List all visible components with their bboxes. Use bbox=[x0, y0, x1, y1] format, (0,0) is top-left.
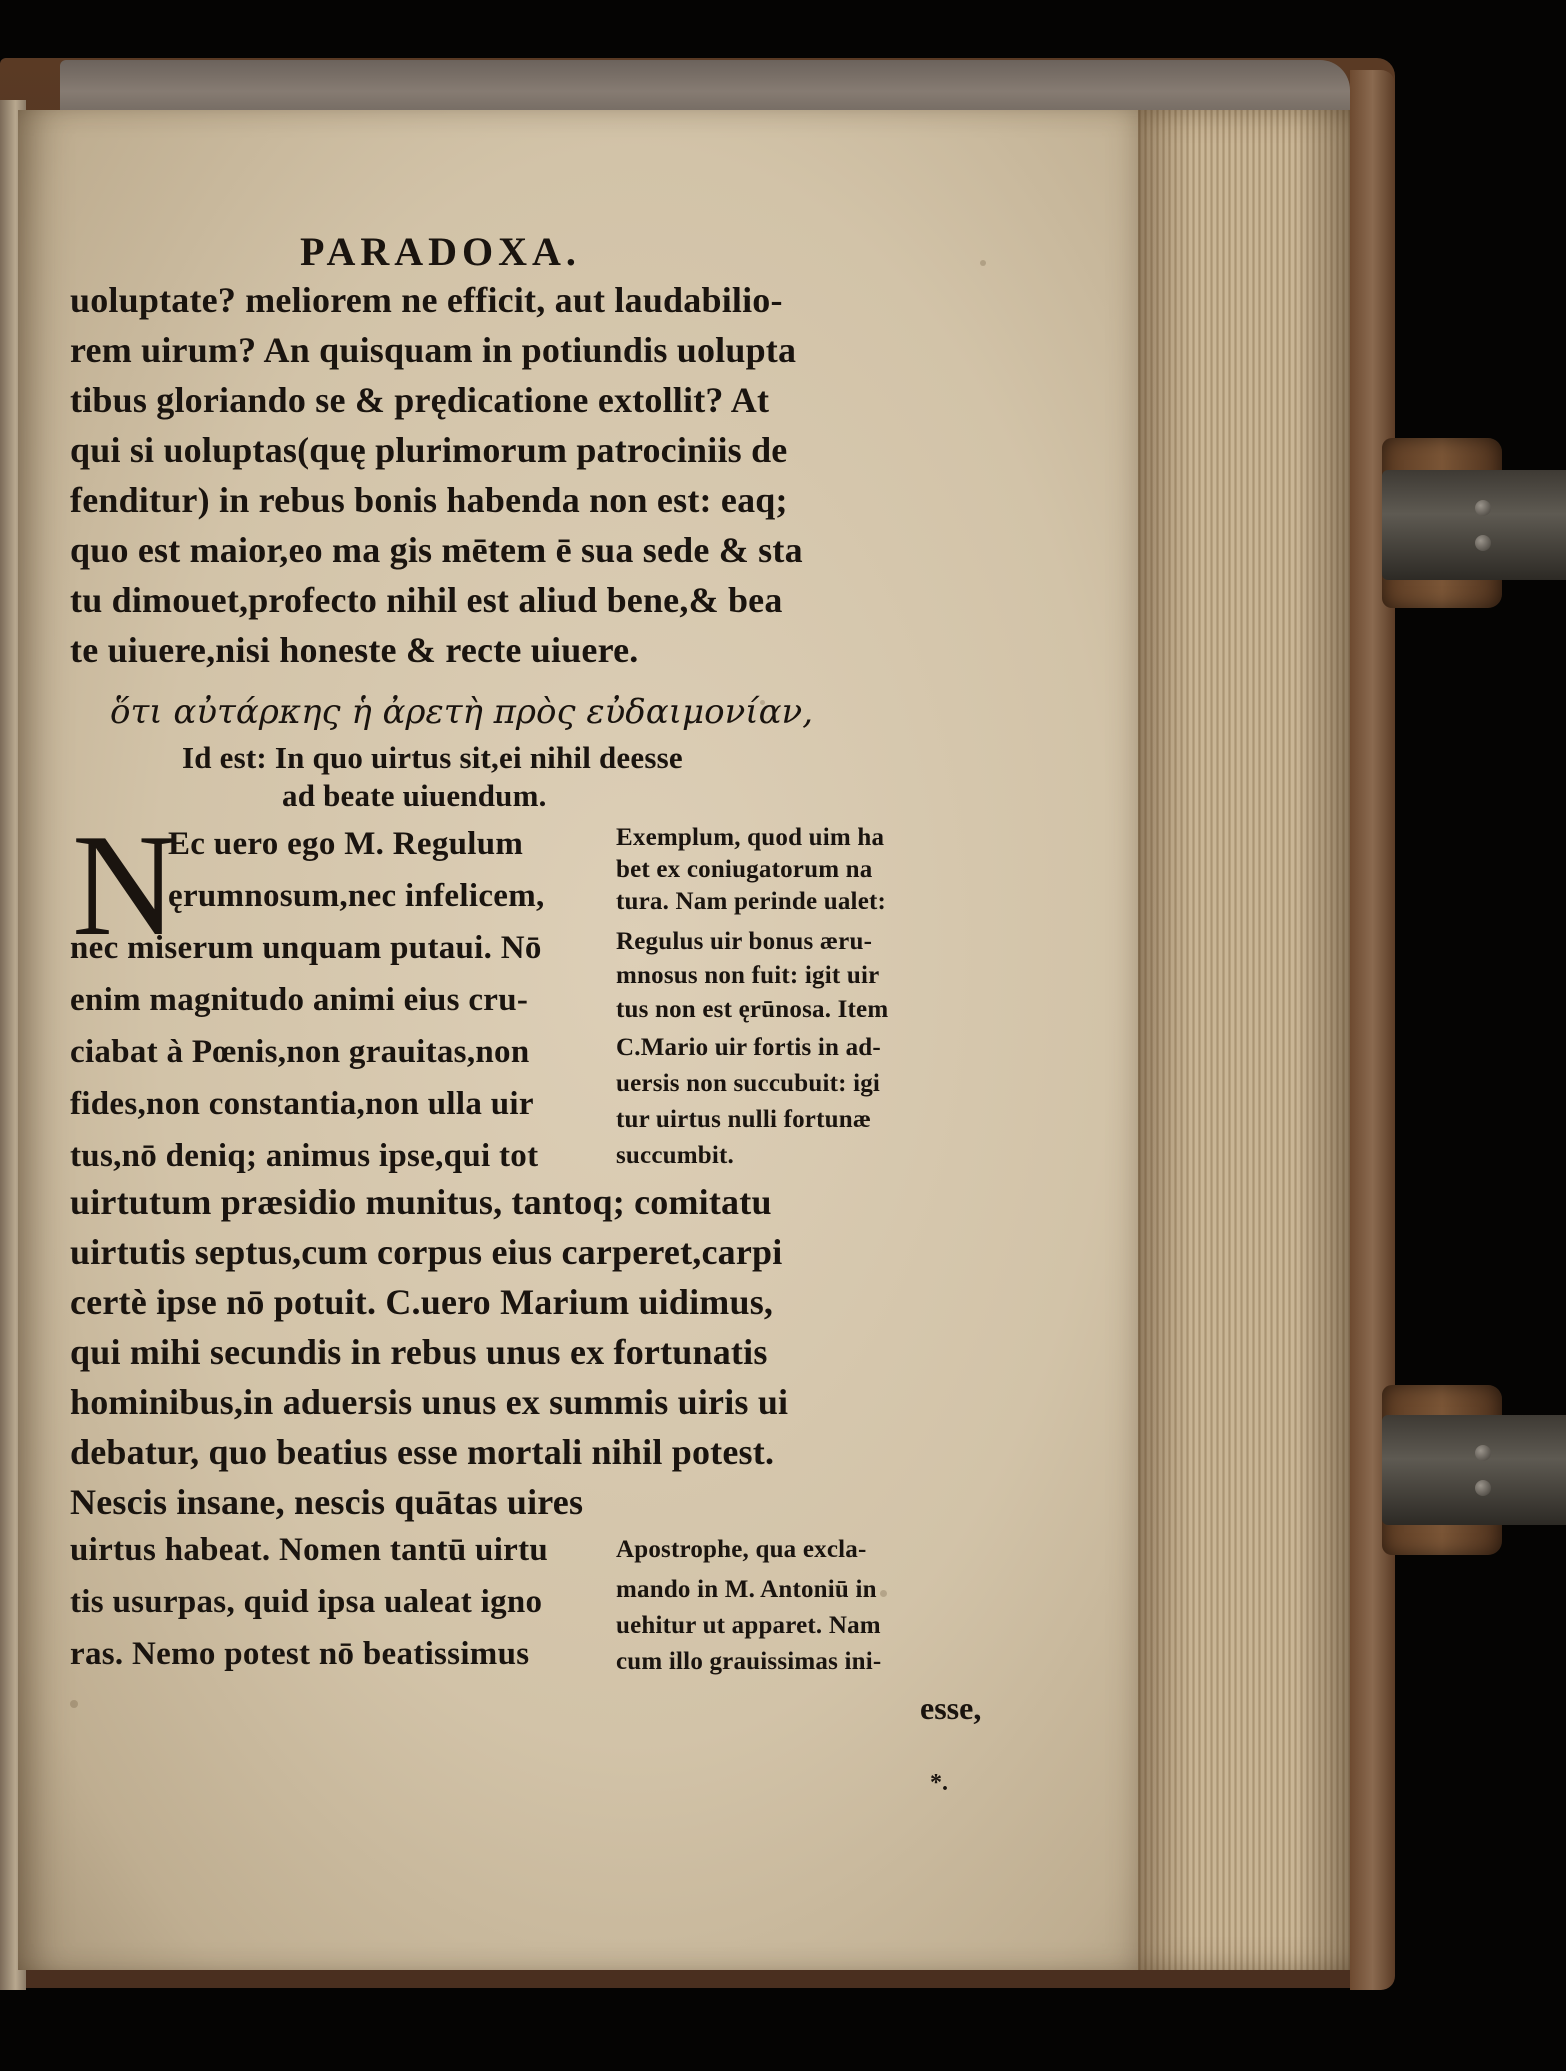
text-line: tis usurpas, quid ipsa ualeat igno bbox=[70, 1584, 543, 1620]
note-line: bet ex coniugatorum na bbox=[616, 856, 873, 883]
text-line: qui mihi secundis in rebus unus ex fortunatis bbox=[70, 1332, 768, 1372]
text-line: certè ipse nō potuit. C.uero Marium uidimus, bbox=[70, 1282, 774, 1322]
note-line: succumbit. bbox=[616, 1142, 734, 1169]
note-line: tur uirtus nulli fortunæ bbox=[616, 1106, 872, 1133]
caption-line: ad beate uiuendum. bbox=[282, 778, 547, 813]
caption-line: Id est: In quo uirtus sit,ei nihil deesse bbox=[182, 740, 683, 775]
note-line: mnosus non fuit: igit uir bbox=[616, 962, 880, 989]
text-line: uirtus habeat. Nomen tantū uirtu bbox=[70, 1532, 549, 1568]
note-line: Exemplum, quod uim ha bbox=[616, 824, 885, 851]
note-line: tus non est ęrūnosa. Item bbox=[616, 996, 889, 1023]
lower-clasp-rivet bbox=[1475, 1445, 1491, 1461]
note-line: cum illo grauissimas ini- bbox=[616, 1648, 882, 1675]
lower-clasp-metal bbox=[1382, 1415, 1566, 1525]
text-line: uirtutum præsidio munitus, tantoq; comitatu bbox=[70, 1182, 772, 1222]
greek-heading: ὅτι αὐτάρκης ἡ ἀρετὴ πρὸς εὐδαιμονίαν, bbox=[110, 692, 814, 732]
drop-cap-initial: N bbox=[72, 804, 178, 966]
text-line: nec miserum unquam putaui. Nō bbox=[70, 930, 542, 966]
note-line: uehitur ut apparet. Nam bbox=[616, 1612, 881, 1639]
text-line: debatur, quo beatius esse mortali nihil potest. bbox=[70, 1432, 775, 1472]
upper-clasp-metal bbox=[1382, 470, 1566, 580]
running-head: PARADOXA. bbox=[300, 229, 581, 274]
text-line: tibus gloriando se & prędicatione extollit? At bbox=[70, 380, 770, 420]
text-line: fides,non constantia,non ulla uir bbox=[70, 1086, 534, 1122]
text-line: uoluptate? meliorem ne efficit, aut laudabilio- bbox=[70, 280, 783, 320]
note-line: C.Mario uir fortis in ad- bbox=[616, 1034, 881, 1061]
paper-speck bbox=[70, 1700, 78, 1708]
text-line: quo est maior,eo ma gis mētem ē sua sede & sta bbox=[70, 530, 803, 570]
paper-speck bbox=[880, 1590, 887, 1597]
fore-edge-shadow bbox=[1135, 110, 1365, 1970]
text-line: ras. Nemo potest nō beatissimus bbox=[70, 1636, 530, 1672]
text-line: te uiuere,nisi honeste & recte uiuere. bbox=[70, 630, 639, 670]
note-line: uersis non succubuit: igi bbox=[616, 1070, 881, 1097]
note-line: Apostrophe, qua excla- bbox=[616, 1536, 867, 1563]
text-line: hominibus,in aduersis unus ex summis uiris ui bbox=[70, 1382, 789, 1422]
catchword: esse, bbox=[920, 1690, 982, 1726]
book-cover-right-edge bbox=[1350, 70, 1395, 1990]
text-line: tus,nō deniq; animus ipse,qui tot bbox=[70, 1138, 539, 1174]
text-line: ciabat à Pœnis,non grauitas,non bbox=[70, 1034, 530, 1070]
paper-speck bbox=[980, 260, 986, 266]
lower-clasp-rivet bbox=[1475, 1480, 1491, 1496]
text-line: Nescis insane, nescis quātas uires bbox=[70, 1482, 584, 1522]
text-line: fenditur) in rebus bonis habenda non est: eaq; bbox=[70, 480, 788, 520]
signature-mark: *. bbox=[930, 1770, 948, 1796]
text-line: Ec uero ego M. Regulum bbox=[168, 826, 524, 862]
note-line: mando in M. Antoniū in bbox=[616, 1576, 877, 1603]
text-line: ęrumnosum,nec infelicem, bbox=[168, 878, 545, 914]
text-line: uirtutis septus,cum corpus eius carperet,carpi bbox=[70, 1232, 783, 1272]
upper-clasp-rivet bbox=[1475, 535, 1491, 551]
note-line: Regulus uir bonus æru- bbox=[616, 928, 873, 955]
text-line: enim magnitudo animi eius cru- bbox=[70, 982, 529, 1018]
upper-clasp-rivet bbox=[1475, 500, 1491, 516]
text-line: rem uirum? An quisquam in potiundis uolupta bbox=[70, 330, 797, 370]
text-line: tu dimouet,profecto nihil est aliud bene,& bea bbox=[70, 580, 783, 620]
note-line: tura. Nam perinde ualet: bbox=[616, 888, 887, 915]
text-line: qui si uoluptas(quę plurimorum patrociniis de bbox=[70, 430, 788, 470]
